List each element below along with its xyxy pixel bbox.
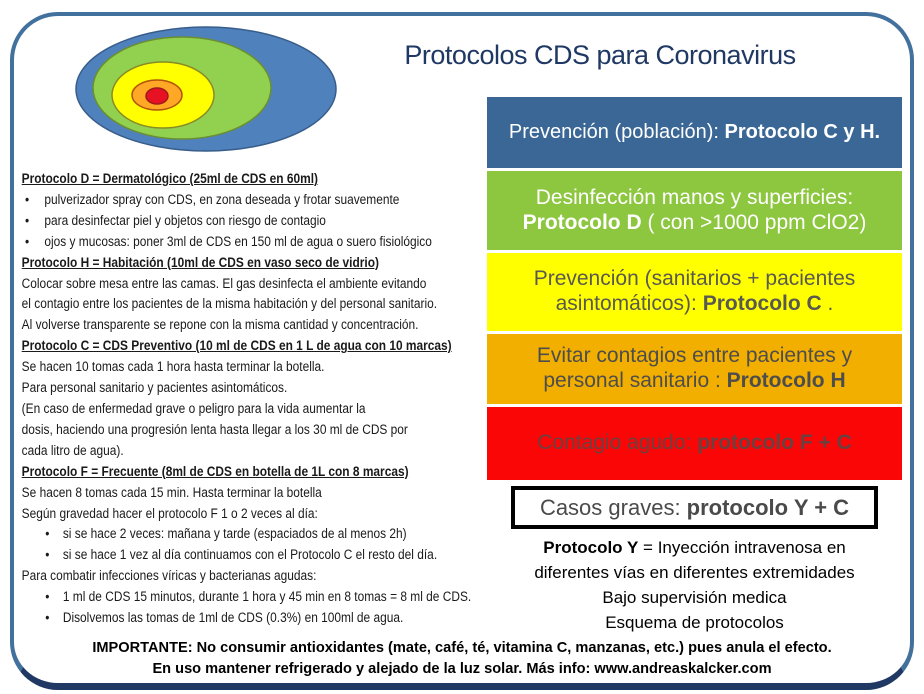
protocol-heading: Protocolo C = CDS Preventivo (10 ml de CDS en 1 L de agua con 10 marcas) (21, 338, 452, 355)
protocol-item-text: Se hacen 10 tomas cada 1 hora hasta terminar la botella. (21, 359, 325, 376)
protocol-item-text: cada litro de agua). (21, 442, 124, 459)
protocol-bullet-item (20, 587, 486, 608)
protocol-item-text: Para combatir infecciones víricas y bacterianas agudas: (21, 568, 317, 585)
protocol-item-text: Colocar sobre mesa entre las camas. El gas desinfecta el ambiente evitando (21, 275, 427, 292)
protocol-box-prevencion-poblacion (487, 97, 902, 168)
protocol-heading: Protocolo H = Habitación (10ml de CDS en vaso seco de vidrio) (21, 254, 379, 271)
protocol-summary-boxes (487, 97, 902, 532)
protocol-box-contagio-agudo (487, 407, 902, 480)
protocol-item-text: 1 ml de CDS 15 minutos, durante 1 hora y 45 min en 8 tomas = 8 ml de CDS. (62, 589, 472, 606)
protocol-item-text: dosis, haciendo una progresión lenta hasta llegar a los 30 ml de CDS por (21, 421, 408, 438)
protocol-box-text: Contagio agudo: protocolo F + C (537, 431, 852, 455)
protocol-text-line (20, 483, 486, 504)
protocol-text-line (20, 378, 486, 399)
bullet-icon: • (25, 191, 30, 208)
protocol-text-line (20, 504, 486, 525)
protocol-bullet-item (20, 608, 486, 629)
protocol-item-text: Al volverse transparente se repone con la misma cantidad y concentración. (21, 317, 419, 334)
protocol-y-line: diferentes vías en diferentes extremidades (534, 563, 855, 582)
bullet-icon: • (25, 212, 30, 229)
protocol-y-line: Protocolo Y = Inyección intravenosa en (543, 538, 846, 557)
protocol-y-line: Esquema de protocolos (605, 613, 784, 632)
protocol-text-line (20, 274, 486, 295)
protocol-item-text: pulverizador spray con CDS, en zona deseada y frotar suavemente (44, 191, 400, 208)
protocol-text-line (20, 566, 486, 587)
protocol-item-text: el contagio entre los pacientes de la misma habitación y del personal sanitario. (21, 296, 438, 313)
page-title: Protocolos CDS para Coronavirus (404, 40, 796, 70)
protocol-item-text: Disolvemos las tomas de 1ml de CDS (0.3%) en 100ml de agua. (62, 610, 404, 627)
protocol-text-line (20, 315, 486, 336)
protocol-bullet-item (20, 545, 486, 566)
protocol-box-text: Prevención (población): Protocolo C y H. (508, 120, 881, 143)
protocol-box-text: Desinfección manos y superficies: Protocolo D ( con >1000 ppm ClO2) (522, 185, 867, 234)
bullet-icon: • (45, 589, 50, 606)
protocol-box-text: Evitar contagios entre pacientes y personal sanitario : Protocolo H (536, 344, 853, 392)
protocol-y-line: Bajo supervisión medica (602, 588, 787, 607)
protocol-item-text: si se hace 1 vez al día continuamos con el Protocolo C el resto del día. (62, 547, 438, 564)
protocol-box-evitar-contagios (487, 334, 902, 404)
bullet-icon: • (25, 233, 30, 250)
protocol-item-text: si se hace 2 veces: mañana y tarde (espaciados de al menos 2h) (62, 526, 407, 543)
diagram-ring-center-red (146, 88, 168, 104)
bullet-icon: • (45, 547, 50, 564)
protocol-item-text: Se hacen 8 tomas cada 15 min. Hasta terminar la botella (21, 484, 322, 501)
concentric-risk-diagram (70, 24, 340, 158)
footer-line-2: En uso mantener refrigerado y alejado de la luz solar. Más info: www.andreaskalcker.com (152, 661, 772, 677)
protocol-text-line (20, 357, 486, 378)
protocol-item-text: Según gravedad hacer el protocolo F 1 o 2 veces al día: (21, 505, 318, 522)
protocol-heading: Protocolo F = Frecuente (8ml de CDS en botella de 1L con 8 marcas) (21, 463, 409, 480)
protocol-item-text: ojos y mucosas: poner 3ml de CDS en 150 ml de agua o suero fisiológico (44, 233, 432, 250)
protocol-text-line (20, 399, 486, 420)
protocol-box-prevencion-sanitarios (487, 253, 902, 331)
protocol-descriptions-column (20, 169, 486, 629)
protocol-item-text: para desinfectar piel y objetos con riesgo de contagio (44, 212, 326, 229)
protocol-text-line (20, 294, 486, 315)
protocol-box-text: Prevención (sanitarios + pacientes asintomáticos): Protocolo C . (533, 267, 856, 315)
protocol-bullet-item (20, 232, 486, 253)
protocol-text-line (20, 420, 486, 441)
protocol-heading: Protocolo D = Dermatológico (25ml de CDS en 60ml) (21, 171, 319, 187)
bullet-icon: • (45, 610, 50, 627)
protocol-bullet-item (20, 524, 486, 545)
protocol-bullet-item (20, 190, 486, 211)
protocol-box-casos-graves (511, 486, 878, 529)
protocol-item-text: (En caso de enfermedad grave o peligro para la vida aumentar la (21, 400, 366, 417)
protocol-box-text: Casos graves: protocolo Y + C (539, 494, 850, 520)
protocol-item-text: Para personal sanitario y pacientes asintomáticos. (21, 380, 288, 397)
protocol-text-line (20, 441, 486, 462)
protocol-y-note (487, 535, 902, 635)
footer-warning (0, 638, 924, 680)
protocol-bullet-item (20, 211, 486, 232)
footer-line-1: IMPORTANTE: No consumir antioxidantes (mate, café, té, vitamina C, manzanas, etc.) pues anula el efecto. (92, 640, 832, 656)
bullet-icon: • (45, 526, 50, 543)
protocol-box-desinfeccion-manos (487, 171, 902, 250)
